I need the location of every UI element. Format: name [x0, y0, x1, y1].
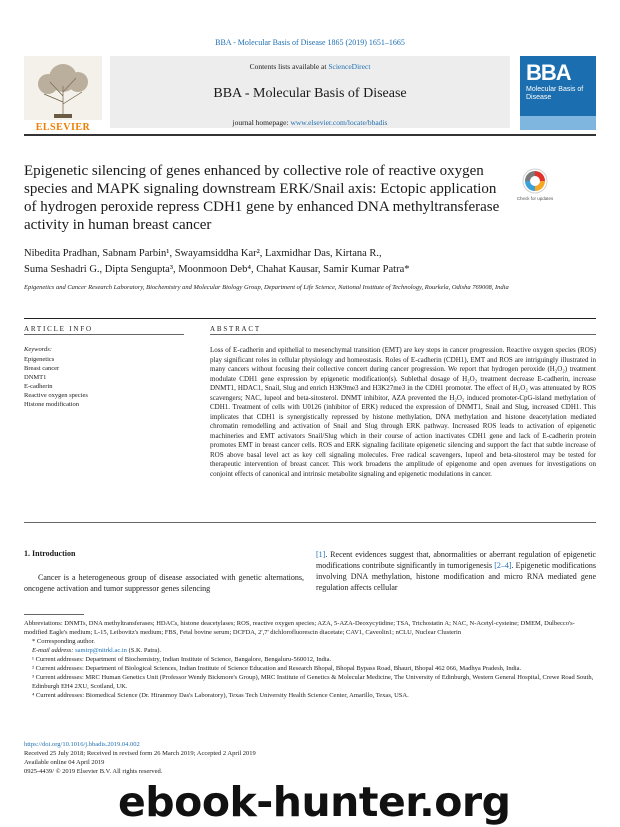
- introduction-heading: 1. Introduction: [24, 549, 76, 558]
- footnote-2: ² Current addresses: Department of Biological Sciences, Indian Institute of Science Education and Research Bhopal, Bhopal Bypass Road, Bhauri, Bhopal 462 066, Madhya Pradesh, India.: [32, 665, 522, 672]
- article-meta: [24, 740, 424, 776]
- introduction-left-column: Cancer is a heterogeneous group of disease associated with genetic alternations, oncogene activation and tumor suppressor genes silencing: [24, 573, 304, 593]
- reference-link[interactable]: [1]: [316, 550, 326, 559]
- received-dates: Received 25 July 2018; Received in revised form 26 March 2019; Accepted 2 April 2019: [24, 750, 256, 757]
- copyright: 0925-4439/ © 2019 Elsevier B.V. All rights reserved.: [24, 768, 163, 775]
- introduction-right-column: [316, 549, 596, 593]
- elsevier-tree-logo: [24, 56, 102, 128]
- authors-line-2: Suma Seshadri G., Dipta Sengupta³, Moonmoon Deb⁴, Chahat Kausar, Samir Kumar Patra*: [24, 264, 410, 275]
- doi-link[interactable]: https://doi.org/10.1016/j.bbadis.2019.04.002: [24, 741, 140, 748]
- section-rule-top: [24, 318, 596, 319]
- cover-stripe: [520, 116, 596, 130]
- footnote-4: ⁴ Current addresses: Biomedical Science (Dr. Hiranmoy Das's Laboratory), Texas Tech University Health Science Center, Amarillo, Texas, USA.: [32, 692, 409, 699]
- publisher-name: ELSEVIER: [35, 122, 91, 133]
- abstract-bottom-rule: [24, 522, 596, 523]
- check-for-updates-label[interactable]: Check for updates: [516, 196, 554, 201]
- check-for-updates-icon[interactable]: [522, 168, 548, 194]
- keyword: Breast cancer: [24, 365, 60, 372]
- footnote-3: ³ Current addresses: MRC Human Genetics Unit (Professor Wendy Bickmore's Group), MRC Institute of Genetics & Molecular Medicine, The University of Edinburgh, Western General Hospital, Crewe Road South, Edinburgh EH4 2XU, Scotland, UK.: [32, 674, 594, 690]
- sciencedirect-link[interactable]: ScienceDirect: [328, 62, 371, 71]
- keyword: DNMT1: [24, 374, 47, 381]
- running-head: BBA - Molecular Basis of Disease 1865 (2019) 1651–1665: [215, 38, 405, 47]
- email-link[interactable]: samirp@nitrkl.ac.in: [75, 647, 127, 654]
- contents-prefix: Contents lists available at: [249, 62, 329, 71]
- article-info-rule: [24, 334, 184, 335]
- keywords-label: Keywords:: [24, 346, 52, 353]
- article-info-heading: ARTICLE INFO: [24, 325, 93, 333]
- email-label: E-mail address:: [32, 647, 76, 654]
- email-line: [24, 646, 596, 655]
- footnotes: [24, 619, 596, 700]
- homepage-link[interactable]: www.elsevier.com/locate/bbadis: [290, 118, 388, 127]
- homepage-line: [110, 118, 510, 127]
- keyword: Epigenetics: [24, 356, 55, 363]
- available-online: Available online 04 April 2019: [24, 759, 105, 766]
- cover-title: BBA: [526, 60, 571, 85]
- intro-text: . Recent evidences suggest that, abnormalities or aberrant regulation of epigenetic modifications contribute significantly in tumorigenesis: [316, 550, 596, 570]
- article-title: Epigenetic silencing of genes enhanced by collective role of reactive oxygen species and MAPK signaling downstream ERK/Snail axis: Ectopic application of hydrogen peroxide repress CDH1 gene by enhanced DNA methyltransferase activity in human breast cancer: [24, 163, 500, 233]
- watermark: ebook-hunter.org: [118, 778, 511, 826]
- keyword: Histone modification: [24, 401, 80, 408]
- abstract-text: Loss of E-cadherin and epithelial to mesenchymal transition (EMT) are key steps in cancer progression. Reactive oxygen species (ROS) play significant roles in cellular physiology and homeostasis. Roles of E-cadherin (CDH1), EMT and ROS are intriguingly illustrated in many cancers without focusing their collective concert during cancer progression. We report that hydrogen peroxide (H₂O₂) treatment modulate CDH1 gene expression by epigenetic modification(s). Sublethal dosage of H₂O₂ treatment decrease E-cadherin, increase DNMT1, HDAC1, Snail, Slug and enrich H3K9me3 and H3K27me3 in the CDH1 promoter. The effect of H₂O₂ was attenuated by ROS scavengers; NAC, lupeol and beta-sitosterol. DNMT inhibitor, AZA prevented the H₂O₂ induced promoter-CpG-island methylation of CDH1. Treatment of cells with U0126 (inhibitor of ERK) reduced the expression of DNMT1, Snail and Slug, increased CDH1. This implicates that CDH1 is synergistically repressed by histone methylation, DNA methylation and histone deacetylation mediated chromatin remodelling and activation of Snail and Slug through ERK pathway. Increased ROS leads to activation of epigenetic machineries and EMT activators Snail/Slug which in their course of action inactivates CDH1 gene and lack of E-cadherin protein promotes EMT in breast cancer cells. ROS and ERK signaling facilitate epigenetic silencing and support the fact that subtle increase of ROS above basal level act as key cell signaling molecules. Free radical scavengers, lupeol and beta-sitosterol may be tested for therapeutic intervention of breast cancer. This work broadens the amplitude of epigenome and open avenues for investigations on conjoint effects of canonical and intrinsic metabolite signaling and epigenetic modulations in cancer.: [210, 346, 596, 478]
- reference-link[interactable]: [2–4]: [494, 561, 512, 570]
- affiliation: Epigenetics and Cancer Research Laboratory, Biochemistry and Molecular Biology Group, Department of Life Science, National Institute of Technology, Rourkela, Odisha 769008, India: [24, 284, 509, 291]
- abstract-heading: ABSTRACT: [210, 325, 261, 333]
- journal-name: BBA - Molecular Basis of Disease: [213, 86, 407, 101]
- abbreviations: Abbreviations: DNMTs, DNA methyltransferases; HDACs, histone deacetylases; ROS, reactive oxygen species; AZA, 5-AZA-Deoxycytidine; TSA, Trichostatin A; NAC, N-Acetyl-cysteine; DMEM, Dulbecco's-modified Eagle's medium; L-15, Leibovitz's medium; FBS, Fetal bovine serum; DCFDA, 2',7' dichlorofluorescin diacetate; CAV1, Caveolin1; nCLU, Nuclear Clusterin: [24, 620, 575, 636]
- intro-text: . Epigenetic modifications involving DNA methylation, histone modification and micro RNA mediated gene regulation affects cellular: [316, 561, 596, 592]
- author-list: [24, 246, 564, 278]
- email-suffix: (S.K. Patra).: [126, 647, 162, 654]
- cover-subtitle: Molecular Basis of Disease: [526, 86, 584, 101]
- contents-line: [110, 62, 510, 71]
- header-rule: [24, 134, 596, 136]
- abstract-rule: [210, 334, 596, 335]
- authors-line-1: Nibedita Pradhan, Sabnam Parbin¹, Swayamsiddha Kar², Laxmidhar Das, Kirtana R.,: [24, 248, 382, 259]
- keyword: E-cadherin: [24, 383, 53, 390]
- keyword: Reactive oxygen species: [24, 392, 88, 399]
- journal-cover: [520, 56, 596, 130]
- footnote-1: ¹ Current addresses: Department of Biochemistry, Indian Institute of Science, Bangalore, Bengaluru-560012, India.: [32, 656, 332, 663]
- homepage-prefix: journal homepage:: [232, 118, 291, 127]
- keywords-list: [24, 355, 184, 409]
- corresponding-author: * Corresponding author.: [32, 638, 96, 645]
- footnote-rule: [24, 614, 84, 615]
